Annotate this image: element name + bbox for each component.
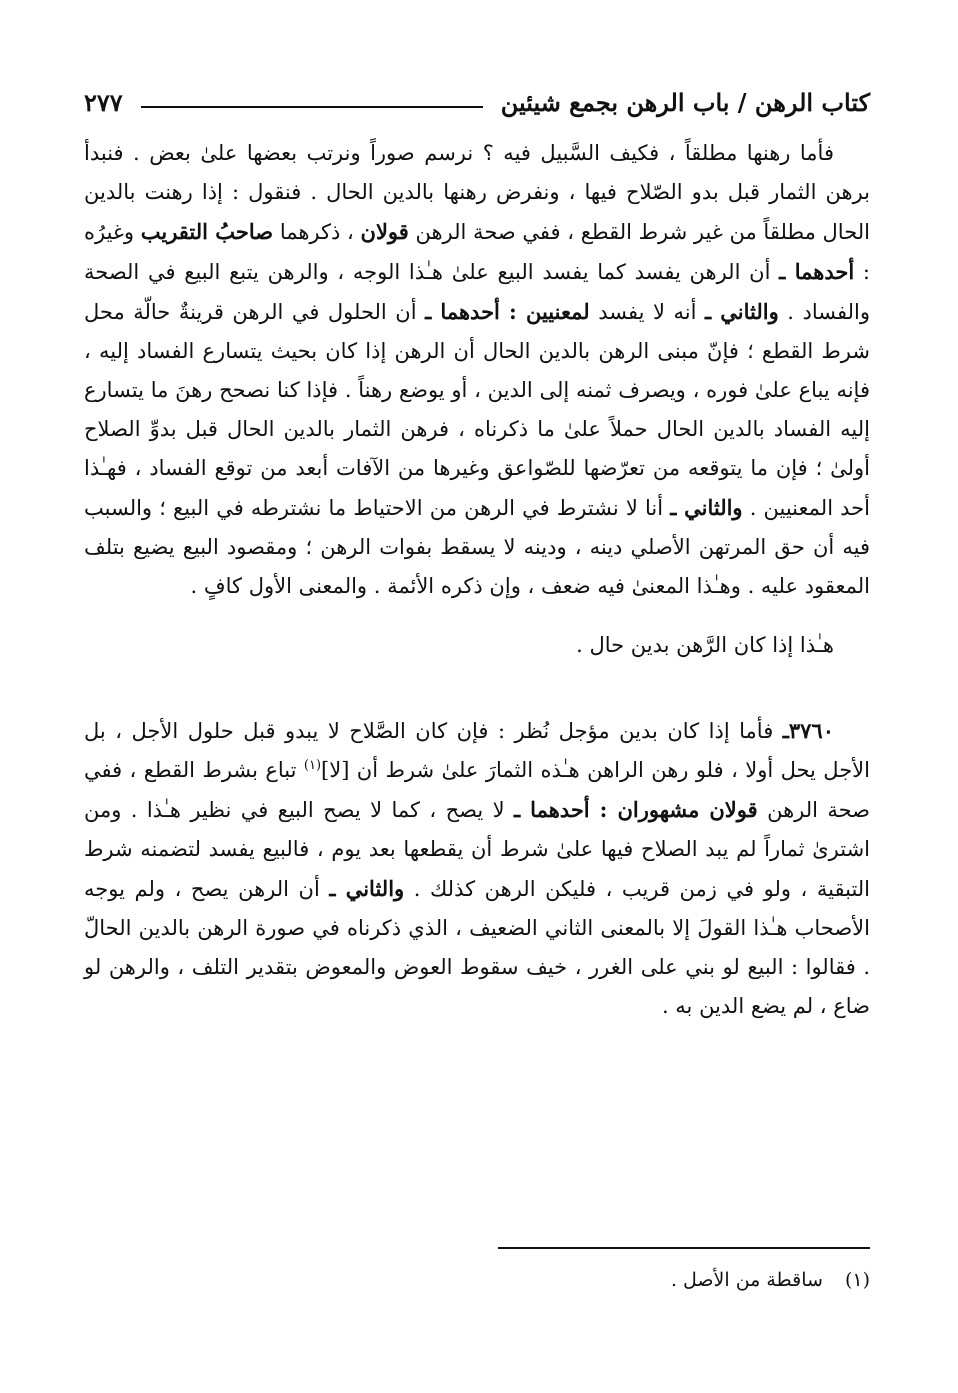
paragraph-1 bbox=[84, 134, 870, 606]
p1-text: وغيرُه : bbox=[84, 220, 870, 284]
p1-bold-thani: والثاني ـ bbox=[704, 299, 779, 324]
p3-text: أن الرهن يصح ، ولم يوجه الأصحاب هـٰذا القولَ إلا بالمعنى الثاني الضعيف ، الذي ذكرناه في صورة الرهن بالدين الحالّ . فقالوا : البيع لو بني على الغرر ، خيف سقوط العوض والمعوض بتقدير التلف ، والرهن لو ضاع ، لم يضع الدين به . bbox=[84, 877, 870, 1018]
p1-text: أنا لا نشترط في الرهن من الاحتياط ما نشترطه في البيع ؛ والسبب فيه أن حق المرتهن الأصلي دينه ، ودينه لا يسقط بفوات الرهن ؛ ومقصود البيع يضيع بتلف المعقود عليه . وهـٰذا المعنىٰ فيه ضعف ، وإن ذكره الأئمة . والمعنى الأول كافٍ . bbox=[84, 496, 870, 598]
paragraph-gap bbox=[84, 665, 870, 711]
book-page bbox=[84, 80, 870, 1330]
p3-bold-qawlan: قولان مشهوران : أحدهما ـ bbox=[514, 797, 758, 822]
footnote-ref: (١) bbox=[303, 758, 322, 773]
page-header bbox=[84, 80, 870, 124]
p3-text: فأما إذا كان بدين مؤجل نُظر : فإن كان الصَّلاح لا يبدو قبل حلول الأجل ، بل الأجل يحل أولا ، فلو رهن الراهن هـٰذه الثمارَ علىٰ شرط أن [لا] bbox=[84, 719, 870, 782]
p1-text: أنه لا يفسد bbox=[589, 300, 705, 324]
paragraph-3 bbox=[84, 711, 870, 1026]
p3-text: تباع بشرط القطع ، ففي صحة الرهن bbox=[84, 758, 871, 822]
p3-bold-thani: والثاني ـ bbox=[329, 876, 405, 901]
footnote-text: ساقطة من الأصل . bbox=[670, 1269, 823, 1291]
running-title: كتاب الرهن / باب الرهن بجمع شيئين bbox=[500, 87, 870, 117]
p3-text: لا يصح ، كما لا يصح البيع في نظير هـٰذا . ومن اشترىٰ ثماراً لم يبد الصلاح فيها علىٰ شرط أن يقطعها بعد يوم ، فالبيع يفسد لتضمنه شرط التبقية ، ولو في زمن قريب ، فليكن الرهن كذلك . bbox=[84, 798, 871, 901]
p1-text: أن الرهن يفسد كما يفسد البيع علىٰ هـٰذا الوجه ، والرهن يتبع البيع في الصحة والفساد . bbox=[84, 260, 870, 324]
p1-text: أن الحلول في الرهن قرينةٌ حالّة محل شرط القطع ؛ فإنّ مبنى الرهن بالدين الحال أن الرهن إذا كان بحيث يتسارع الفساد إليه ، فإنه يباع علىٰ فوره ، ويصرف ثمنه إلى الدين ، أو يوضع رهناً . فإذا كنا نصحح رهنَ ما يتسارع إليه الفساد بالدين الحال حملاً علىٰ ما ذكرناه ، فرهن الثمار بالدين الحال قبل بدوِّ الصلاح أولىٰ ؛ فإن ما يتوقعه من تعرّضها للصّواعق وغيرها من الآفات أبعد من توقع الفساد ، فهـٰذا أحد المعنيين . bbox=[84, 300, 871, 520]
footnote-rule bbox=[498, 1247, 870, 1249]
p1-bold-sahib: صاحبُ التقريب bbox=[140, 219, 274, 244]
header-rule bbox=[141, 106, 483, 108]
footnote-number: (١) bbox=[844, 1269, 870, 1291]
paragraph-gap bbox=[84, 606, 870, 626]
p1-bold-qawlan: قولان bbox=[360, 219, 409, 244]
p1-bold-thani-2: والثاني ـ bbox=[670, 495, 743, 520]
p1-bold-maanayayn: لمعنيين : أحدهما ـ bbox=[425, 299, 590, 324]
p1-bold-ahaduhuma: أحدهما ـ bbox=[779, 259, 855, 284]
footnote bbox=[671, 1260, 870, 1300]
p1-text: ، ذكرهما bbox=[273, 220, 361, 244]
issue-number: ٣٧٦٠ـ bbox=[782, 718, 834, 743]
page-number: ٢٧٧ bbox=[84, 87, 123, 117]
body-text bbox=[84, 134, 870, 1026]
paragraph-2 bbox=[84, 626, 870, 665]
p1-text: فأما رهنها مطلقاً ، فكيف السَّبيل فيه ؟ نرسم صوراً ونرتب بعضها علىٰ بعض . فنبدأ برهن الثمار قبل بدو الصّلاح فيها ، ونفرض رهنها بالدين الحال . فنقول : إذا رهنت بالدين الحال مطلقاً من غير شرط القطع ، ففي صحة الرهن bbox=[84, 141, 870, 244]
p2-text: هـٰذا إذا كان الرَّهن بدين حال . bbox=[576, 633, 834, 657]
